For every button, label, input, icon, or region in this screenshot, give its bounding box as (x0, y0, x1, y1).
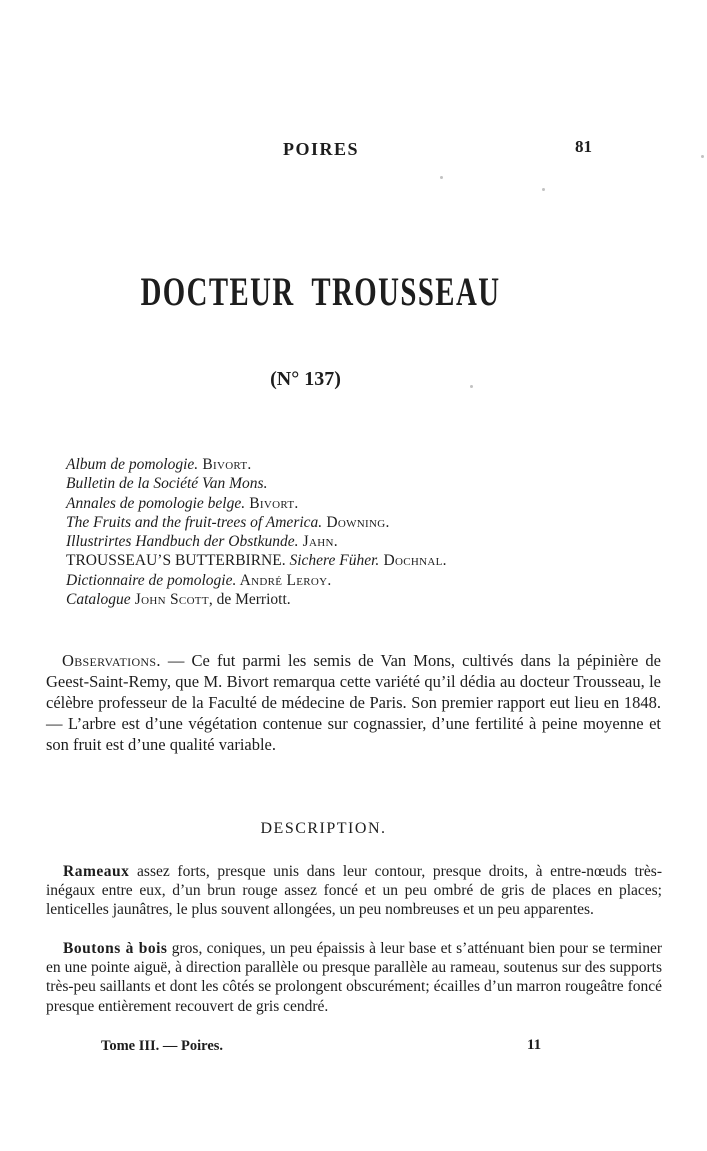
text-segment: Catalogue (66, 591, 131, 609)
scan-speck (440, 176, 443, 179)
text-segment: Observations. (62, 651, 161, 670)
text-segment: gros, coniques, un peu épaissis à leur base et s’atténuant bien pour se terminer en une pointe aiguë, à direction parallèle ou presque parallèle au rameau, soutenus sur des supports très-peu saillants et dont les côtés se prolongent obscurément; écailles d’un marron rougeâtre foncé presque entièrement recouvert de gris cendré. (46, 940, 663, 1015)
bibliography-item (66, 494, 667, 513)
text-segment: Bivort. (198, 456, 252, 473)
description-paragraph-boutons (46, 939, 662, 1016)
bibliography-item (66, 532, 667, 551)
bibliography-item (66, 455, 667, 474)
text-segment: Illustrirtes Handbuch der Obstkunde. (66, 533, 299, 551)
text-segment: Dictionnaire de pomologie. (66, 571, 237, 589)
text-segment: Downing. (322, 513, 390, 531)
text-segment: Rameaux (63, 863, 130, 880)
text-segment: André Leroy. (236, 571, 332, 589)
scan-speck (470, 385, 473, 388)
scan-speck (701, 155, 704, 158)
running-head: POIRES (283, 139, 360, 159)
bibliography-item (66, 571, 667, 590)
bibliography-list (66, 455, 667, 609)
text-segment: John Scott (130, 591, 209, 609)
text-segment: assez forts, presque unis dans leur contour, presque droits, à entre-nœuds très-inégaux entre eux, d’un brun rouge assez foncé et un peu ombré de gris de places en places; lenticelles jaunâtres, le plus souvent allongées, un peu nombreuses et un peu apparentes. (46, 863, 662, 919)
text-segment: Bivort. (245, 494, 299, 512)
scan-speck (542, 188, 545, 191)
variety-number: (N° 137) (270, 368, 341, 390)
text-segment: Album de pomologie. (66, 456, 199, 473)
bibliography-item (66, 590, 667, 609)
description-paragraph-rameaux (46, 862, 662, 920)
text-segment: Jahn. (298, 533, 338, 551)
text-segment: Sichere Füher. (285, 552, 380, 570)
description-heading: DESCRIPTION. (260, 820, 387, 837)
observations-paragraph (46, 650, 661, 755)
footer-signature: 11 (527, 1037, 542, 1053)
text-segment: The Fruits and the fruit-trees of America. (66, 513, 323, 531)
text-segment: Bulletin de la Société Van Mons. (66, 475, 268, 493)
bibliography-item (66, 474, 667, 493)
page-number: 81 (575, 137, 592, 156)
bibliography-item (66, 551, 667, 570)
text-segment: Boutons à bois (63, 940, 168, 957)
text-segment: TROUSSEAU’S BUTTERBIRNE. (66, 552, 286, 570)
text-segment: — Ce fut parmi les semis de Van Mons, cultivés dans la pépinière de Geest-Saint-Remy, que M. Bivort remarqua cette variété qu’il dédia au docteur Trousseau, le célèbre professeur de la Faculté de médecine de Paris. Son premier rapport eut lieu en 1848. — L’arbre est d’une végétation contenue sur cognassier, d’une fertilité à peine moyenne et son fruit est d’une qualité variable. (46, 651, 661, 755)
text-segment: Dochnal. (379, 552, 447, 570)
text-segment: , de Merriott. (208, 591, 291, 609)
text-segment: Annales de pomologie belge. (66, 494, 246, 512)
variety-title: DOCTEUR TROUSSEAU (140, 269, 501, 314)
footer-volume: Tome III. — Poires. (101, 1038, 224, 1054)
bibliography-item (66, 513, 667, 532)
